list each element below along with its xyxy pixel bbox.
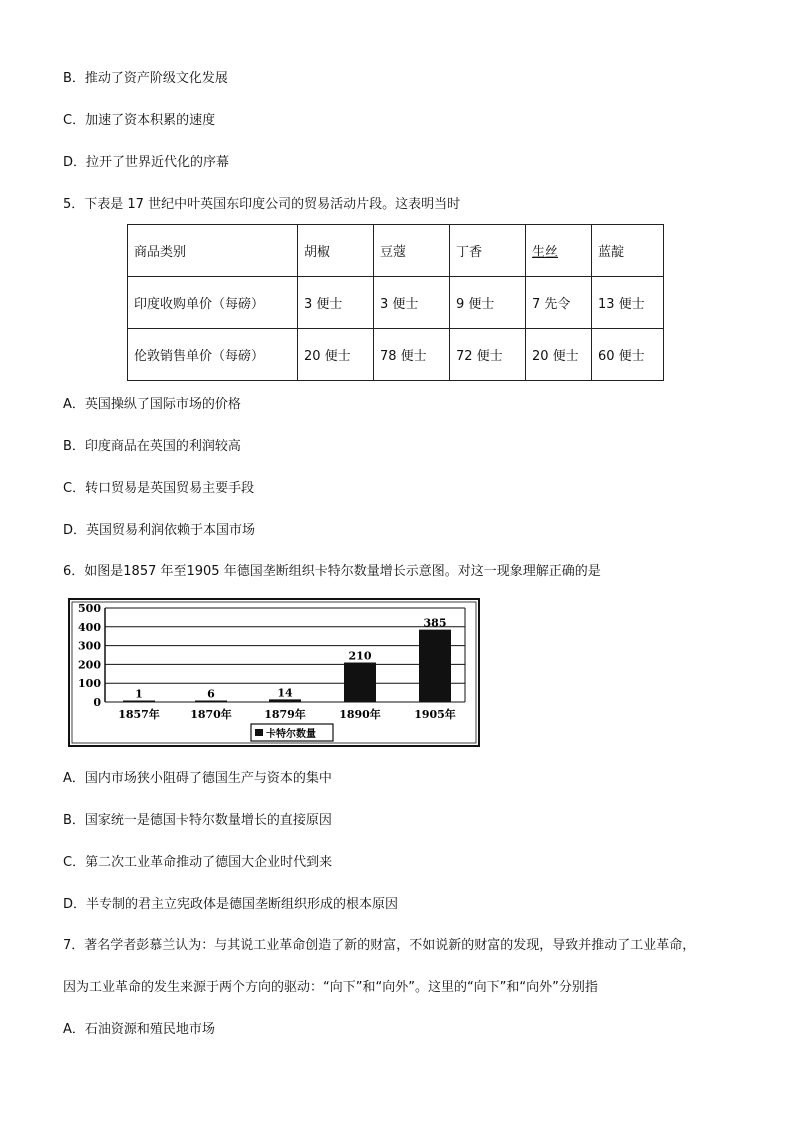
bar (419, 630, 451, 702)
table-cell: 3 便士 (374, 277, 450, 329)
table-row (128, 329, 664, 381)
q7-option-a: A．石油资源和殖民地市场 (63, 1022, 215, 1037)
y-tick-label: 300 (78, 639, 101, 653)
q6-option-b: B．国家统一是德国卡特尔数量增长的直接原因 (63, 813, 332, 828)
x-tick-label: 1879年 (264, 708, 306, 721)
q5-option-c: C．转口贸易是英国贸易主要手段 (63, 481, 255, 496)
q6-option-c: C．第二次工业革命推动了德国大企业时代到来 (63, 855, 333, 870)
data-label: 210 (348, 649, 372, 663)
bar (344, 663, 376, 702)
table-cell: 72 便士 (450, 329, 526, 381)
table-cell: 20 便士 (298, 329, 374, 381)
table-cell: 9 便士 (450, 277, 526, 329)
q6-stem: 6．如图是1857 年至1905 年德国垄断组织卡特尔数量增长示意图。对这一现象理解正确的是 (63, 564, 601, 579)
y-tick-label: 200 (78, 658, 101, 672)
q4-option-c: C．加速了资本积累的速度 (63, 113, 216, 128)
y-tick-label: 0 (93, 696, 101, 709)
table-row (128, 277, 664, 329)
table-header-cell: 丁香 (450, 225, 526, 277)
x-tick-label: 1857年 (118, 708, 160, 721)
table-cell: 78 便士 (374, 329, 450, 381)
x-tick-label: 1870年 (190, 708, 232, 721)
y-tick-label: 400 (78, 620, 101, 634)
table-cell: 13 便士 (592, 277, 664, 329)
data-label: 385 (423, 616, 447, 630)
table-cell: 60 便士 (592, 329, 664, 381)
table-cell: 7 先令 (526, 277, 592, 329)
data-label: 1 (135, 687, 143, 701)
table-header-cell: 蓝靛 (592, 225, 664, 277)
table-header-cell: 豆蔻 (374, 225, 450, 277)
y-tick-label: 500 (78, 602, 101, 615)
q5-option-b: B．印度商品在英国的利润较高 (63, 439, 241, 454)
data-label: 6 (207, 687, 215, 701)
q6-option-d: D．半专制的君主立宪政体是德国垄断组织形成的根本原因 (63, 897, 399, 912)
q4-option-b: B．推动了资产阶级文化发展 (63, 71, 228, 86)
q5-stem: 5．下表是 17 世纪中叶英国东印度公司的贸易活动片段。这表明当时 (63, 197, 461, 212)
table-cell: 3 便士 (298, 277, 374, 329)
q6-option-a: A．国内市场狭小阻碍了德国生产与资本的集中 (63, 771, 332, 786)
cartel-bar-chart (68, 598, 481, 748)
q5-option-a: A．英国操纵了国际市场的价格 (63, 397, 241, 412)
bar (269, 699, 301, 702)
table-cell: 20 便士 (526, 329, 592, 381)
q7-stem-line1: 7．著名学者彭慕兰认为：与其说工业革命创造了新的财富，不如说新的财富的发现，导致并推动了工业革命， (63, 938, 696, 953)
table-cell: 印度收购单价（每磅） (128, 277, 298, 329)
q5-option-d: D．英国贸易利润依赖于本国市场 (63, 523, 256, 538)
table-cell: 伦敦销售单价（每磅） (128, 329, 298, 381)
data-label: 14 (277, 686, 293, 700)
legend-label: 卡特尔数量 (266, 729, 316, 740)
chart-svg (68, 598, 481, 748)
bar (195, 701, 227, 703)
table-header-row (128, 225, 664, 277)
table-header-cell: 生丝 (526, 225, 592, 277)
x-tick-label: 1890年 (339, 708, 381, 721)
table-header-cell: 胡椒 (298, 225, 374, 277)
y-tick-label: 100 (78, 677, 101, 691)
q7-stem-line2: 因为工业革命的发生来源于两个方向的驱动：“向下”和“向外”。这里的“向下”和“向外”分别指 (63, 980, 598, 995)
table-header-cell: 商品类别 (128, 225, 298, 277)
bar (123, 701, 155, 703)
trade-table (127, 224, 664, 381)
x-tick-label: 1905年 (414, 708, 456, 721)
q4-option-d: D．拉开了世界近代化的序幕 (63, 155, 230, 170)
legend-swatch (255, 729, 263, 736)
